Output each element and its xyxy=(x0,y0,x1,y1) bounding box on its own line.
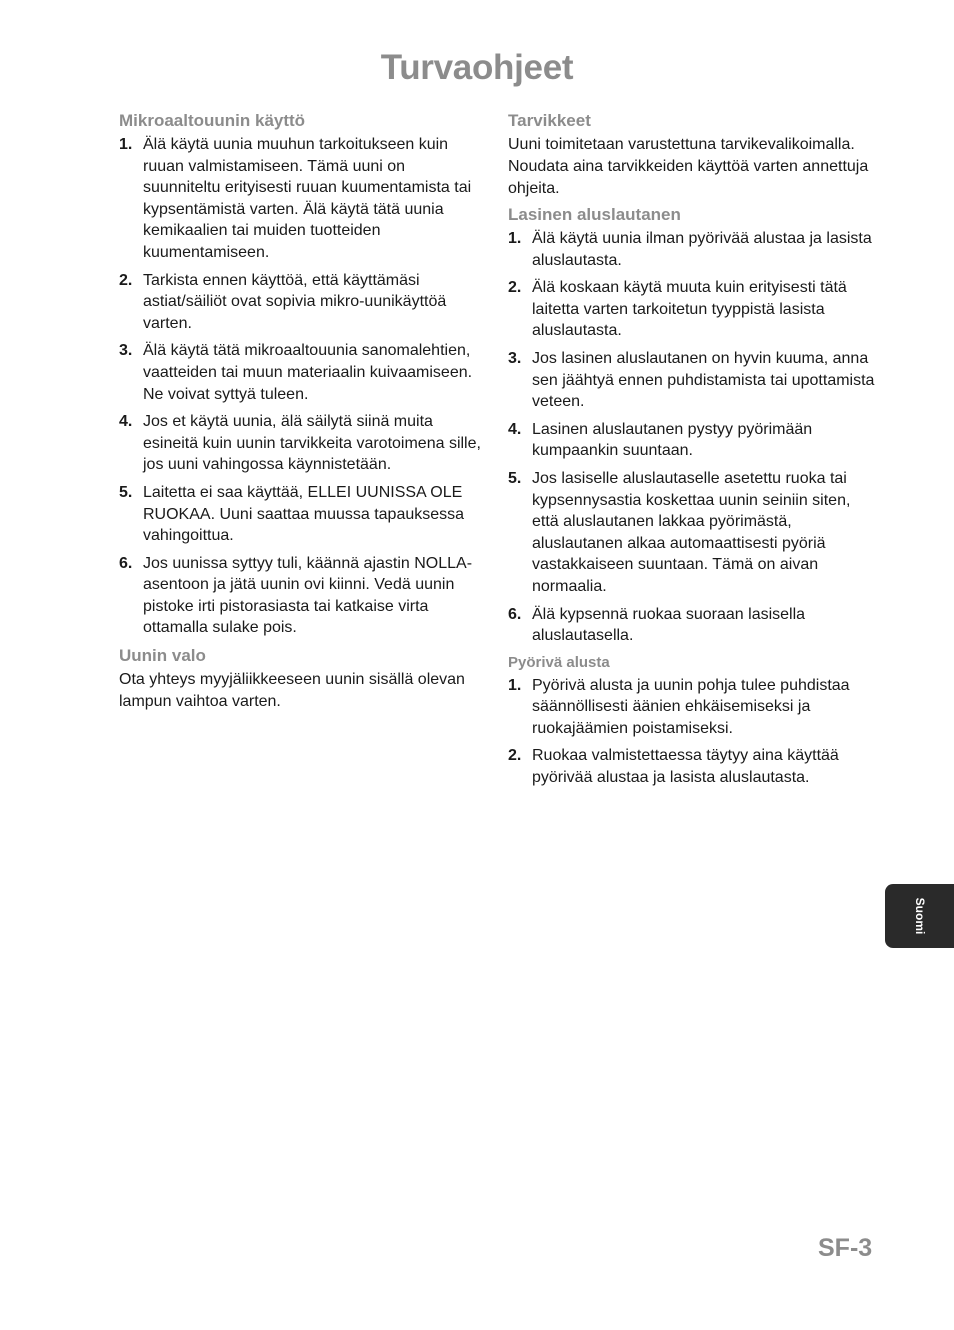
right-column xyxy=(508,110,876,795)
list-item: 5. Laitetta ei saa käyttää, ELLEI UUNISSA OLE RUOKAA. Uuni saattaa muussa tapauksessa vahingoittua. xyxy=(119,483,465,545)
list-item: 2. Tarkista ennen käyttöä, että käyttämäsi astiat/säiliöt ovat sopivia mikro-uunikäyttöä varten. xyxy=(119,271,447,332)
microwave-use-list xyxy=(119,134,485,639)
oven-light-text: Ota yhteys myyjäliikkeeseen uunin sisällä olevan lampun vaihtoa varten. xyxy=(119,671,465,711)
page-title: Turvaohjeet xyxy=(380,48,574,87)
list-item: 4. Lasinen aluslautanen pystyy pyörimään kumpaankin suuntaan. xyxy=(508,420,813,460)
language-tab xyxy=(885,884,954,948)
list-item: 6. Jos uunissa syttyy tuli, käännä ajastin NOLLA-asentoon ja jätä uunin ovi kiinni. Vedä uunin pistoke irti pistorasiasta tai katkaise virta ottamalla sulake pois. xyxy=(119,554,473,637)
list-item: 3. Jos lasinen aluslautanen on hyvin kuuma, anna sen jäähtyä ennen puhdistamista tai upottamista veteen. xyxy=(508,349,875,411)
accessories-text: Uuni toimitetaan varustettuna tarvikevalikoimalla. Noudata aina tarvikkeiden käyttöä varten annettuja ohjeita. xyxy=(508,136,869,197)
section-heading-microwave-use: Mikroaaltouunin käyttö xyxy=(119,111,306,130)
language-tab-label: Suomi xyxy=(912,897,927,935)
list-item: 5. Jos lasiselle aluslautaselle asetettu ruoka tai kypsennysastia koskettaa uunin seiniin siten, että aluslautanen lakkaa pyörimästä, aluslautanen alkaa automaattisesti pyöriä vastakkaiseen suuntaan. Tämä on aivan normaalia. xyxy=(508,469,851,595)
list-item: 2. Ruokaa valmistettaessa täytyy aina käyttää pyörivää alustaa ja lasista aluslautasta. xyxy=(508,747,839,787)
list-item: 2. Älä koskaan käytä muuta kuin erityisesti tätä laitetta varten tarkoitetun tyyppistä lasista aluslautasta. xyxy=(508,279,847,340)
left-column xyxy=(119,110,485,713)
section-heading-accessories: Tarvikkeet xyxy=(508,111,591,130)
list-item: 1. Älä käytä uunia muuhun tarkoitukseen kuin ruuan valmistamiseen. Tämä uuni on suunniteltu erityisesti ruuan kuumentamista tai kypsentämistä varten. Älä käytä tätä uunia kemikaalien tai muiden tuotteiden kuumentamiseen. xyxy=(119,136,472,261)
list-item: 1. Älä käytä uunia ilman pyörivää alustaa ja lasista aluslautasta. xyxy=(508,230,872,269)
section-heading-turntable: Pyörivä alusta xyxy=(508,653,610,671)
page-number: SF-3 xyxy=(818,1234,873,1262)
section-heading-glass-tray: Lasinen aluslautanen xyxy=(508,205,681,224)
list-item: 1. Pyörivä alusta ja uunin pohja tulee puhdistaa säännöllisesti äänien ehkäisemiseksi ja ruokajäämien poistamiseksi. xyxy=(508,676,850,737)
list-item: 4. Jos et käytä uunia, älä säilytä siinä muita esineitä kuin uunin tarvikkeita varotoimena sille, jos uuni vahingossa käynnistetään. xyxy=(119,413,481,474)
list-item: 6. Älä kypsennä ruokaa suoraan lasisella aluslautasella. xyxy=(508,605,806,645)
turntable-list xyxy=(508,675,876,789)
glass-tray-list xyxy=(508,228,876,647)
section-heading-oven-light: Uunin valo xyxy=(119,646,206,666)
list-item: 3. Älä käytä tätä mikroaaltouunia sanomalehtien, vaatteiden tai muun materiaalin kuivaamiseen. Ne voivat syttyä tuleen. xyxy=(119,342,473,403)
